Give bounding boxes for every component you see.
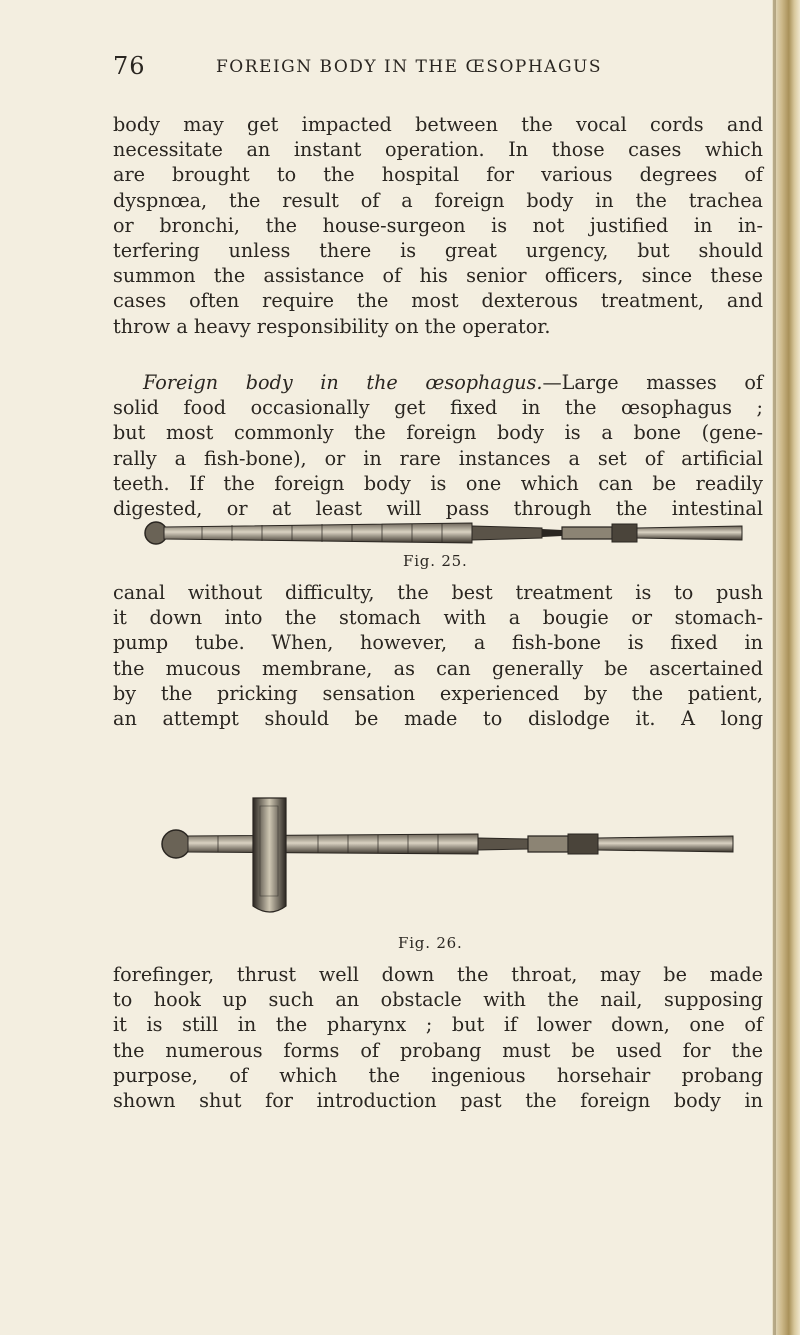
figure-26-caption: Fig. 26. [398,934,463,952]
figure-25-illustration [142,518,748,548]
text-line: pump tube. When, however, a fish-bone is fixed in [113,631,763,655]
page-header [113,52,763,82]
text-line: to hook up such an obstacle with the nail, supposing [113,988,763,1012]
book-spine-shadow [772,0,800,1335]
section-heading: Foreign body in the œsophagus. [143,371,543,394]
text-line: an attempt should be made to dislodge it. A long [113,706,763,730]
text-line: terfering unless there is great urgency, but should [113,238,763,262]
text-line: or bronchi, the house-surgeon is not justified in in- [113,213,763,237]
text-line: canal without difficulty, the best treatment is to push [113,581,763,604]
text-line: digested, or at least will pass through the intestinal [113,496,763,520]
text-line: forefinger, thrust well down the throat, may be made [113,963,763,986]
text-line: solid food occasionally get fixed in the œsophagus ; [113,396,763,420]
running-head: FOREIGN BODY IN THE ŒSOPHAGUS [216,57,602,77]
paragraph-2 [113,370,763,521]
text-line: summon the assistance of his senior officers, since these [113,264,763,288]
text-line: it down into the stomach with a bougie or stomach- [113,606,763,630]
text-line: body may get impacted between the vocal cords and [113,113,763,136]
text-line: the numerous forms of probang must be used for the [113,1038,763,1062]
paragraph-4 [113,962,763,1113]
text-line [113,370,763,395]
text-line: rally a fish-bone), or in rare instances a set of artificial [113,446,763,470]
text-line: throw a heavy responsibility on the operator. [113,314,551,338]
heading-continuation: —Large masses of [542,371,763,394]
page-edge [773,0,776,1335]
figure-26-illustration [158,796,738,916]
text-line: shown shut for introduction past the foreign body in [113,1088,763,1112]
page-number: 76 [113,52,146,80]
text-line: purpose, of which the ingenious horsehair probang [113,1063,763,1087]
figure-25-caption: Fig. 25. [403,552,468,570]
text-line: dyspnœa, the result of a foreign body in the trachea [113,188,763,212]
text-line: but most commonly the foreign body is a bone (gene- [113,421,763,445]
paragraph-1 [113,112,763,339]
paragraph-3 [113,580,763,731]
text-line: are brought to the hospital for various degrees of [113,163,763,187]
text-line: by the pricking sensation experienced by the patient, [113,681,763,705]
text-line: teeth. If the foreign body is one which can be readily [113,471,763,495]
text-line: the mucous membrane, as can generally be ascertained [113,656,763,680]
text-line: it is still in the pharynx ; but if lower down, one of [113,1013,763,1037]
text-line: necessitate an instant operation. In those cases which [113,138,763,162]
text-line: cases often require the most dexterous treatment, and [113,289,763,313]
